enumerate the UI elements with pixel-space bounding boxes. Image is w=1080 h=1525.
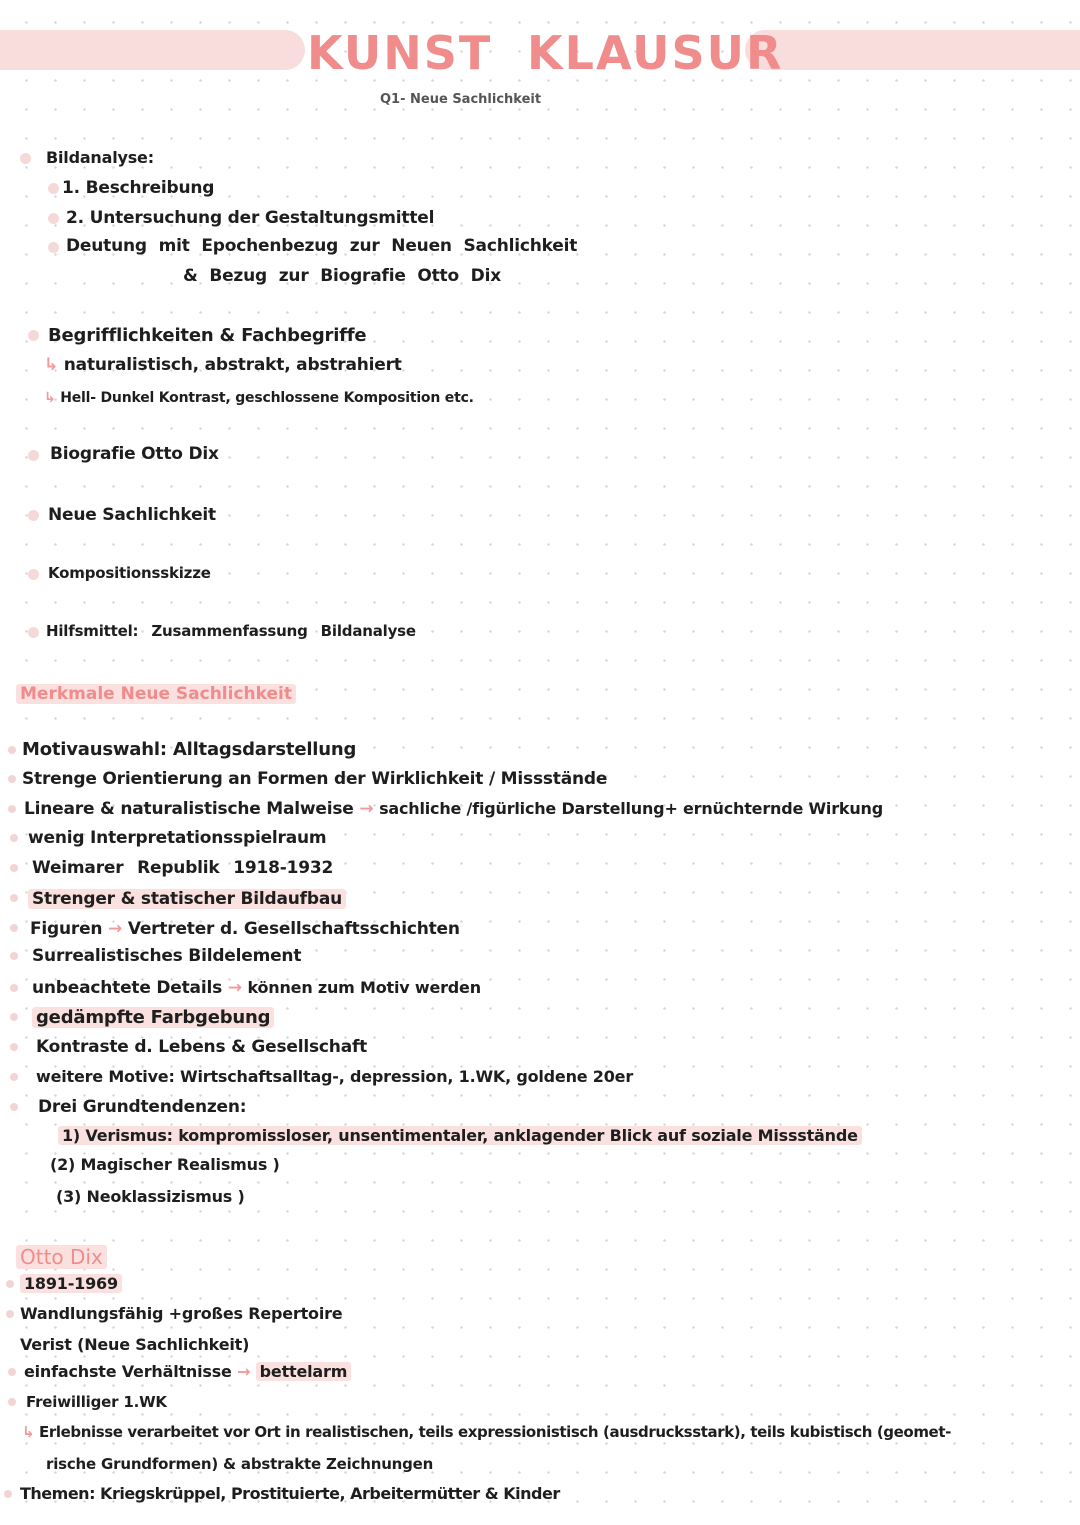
title-word-kunst: KUNST [307,26,493,80]
merkmal-surreal: Surrealistisches Bildelement [32,946,302,966]
topic-begriffe: Begrifflichkeiten & Fachbegriffe [48,325,367,346]
bullet-dot [4,1490,12,1498]
merkmal-interpretation: wenig Interpretationsspielraum [28,828,327,848]
title-word-klausur: KLAUSUR [527,26,784,80]
bullet-dot [48,242,59,253]
merkmal-figuren: Figuren [30,919,103,939]
merkmal-vertreter: Vertreter d. Gesellschaftsschichten [127,919,460,939]
bullet-dot [28,627,39,638]
arrow-right-icon: → [108,919,123,939]
bullet-dot [10,984,18,992]
bullet-dot [10,1013,18,1021]
turn-arrow-icon: ↳ [44,355,59,375]
bullet-dot [48,213,59,224]
dix-verhaeltnisse: einfachste Verhältnisse [24,1362,232,1381]
tendenz-magischer-realismus: (2) Magischer Realismus ) [50,1155,280,1174]
page-subtitle: Q1- Neue Sachlichkeit [380,92,542,107]
bullet-dot [10,1043,18,1051]
merkmal-kontraste: Kontraste d. Lebens & Gesellschaft [36,1037,368,1057]
topic-kompositionsskizze: Kompositionsskizze [48,564,211,582]
bullet-dot [10,924,18,932]
arrow-right-icon: → [227,978,242,998]
section-heading-merkmale: Merkmale Neue Sachlichkeit [16,684,296,704]
topic-hilfsmittel: Hilfsmittel: Zusammenfassung Bildanalyse [46,622,416,640]
merkmal-bildaufbau: Strenger & statischer Bildaufbau [28,889,346,909]
bullet-dot [10,1103,18,1111]
bullet-dot [10,864,18,872]
bullet-dot [28,450,39,461]
dix-repertoire: Wandlungsfähig +großes Repertoire [20,1304,343,1323]
begriffe-line-2: Hell- Dunkel Kontrast, geschlossene Komposition etc. [60,390,474,406]
step-untersuchung: 2. Untersuchung der Gestaltungsmittel [66,208,435,228]
page-title [305,24,784,80]
merkmal-orientierung: Strenge Orientierung an Formen der Wirklichkeit / Missstände [22,769,608,789]
bullet-dot [10,894,18,902]
step-deutung-biografie: & Bezug zur Biografie Otto Dix [183,266,501,286]
bullet-dot [10,1073,18,1081]
arrow-right-icon: → [359,799,374,819]
merkmal-details: unbeachtete Details [32,978,222,998]
merkmal-motivauswahl: Motivauswahl: Alltagsdarstellung [22,739,357,760]
bullet-dot [28,569,39,580]
dix-lebensdaten: 1891-1969 [20,1274,122,1293]
merkmal-weimar: Weimarer Republik 1918-1932 [32,858,334,878]
bullet-dot [8,805,16,813]
bullet-dot [20,153,31,164]
bullet-dot [8,1368,16,1376]
bullet-dot [10,952,18,960]
title-band-left [0,30,305,70]
bullet-dot [28,510,39,521]
bullet-dot [6,1280,14,1288]
arrow-right-icon: → [237,1362,251,1381]
turn-arrow-icon: ↳ [22,1423,35,1441]
title-band-right [745,30,1080,70]
begriffe-line-1: naturalistisch, abstrakt, abstrahiert [63,355,402,375]
step-beschreibung: 1. Beschreibung [62,178,215,198]
tendenz-neoklassizismus: (3) Neoklassizismus ) [56,1187,245,1206]
bullet-dot [6,1310,14,1318]
dix-verist: Verist (Neue Sachlichkeit) [20,1335,250,1354]
turn-arrow-icon: ↳ [44,390,56,406]
dix-zeichnungen: rische Grundformen) & abstrakte Zeichnungen [46,1455,434,1473]
bullet-dot [8,1398,16,1406]
merkmal-grundtendenzen: Drei Grundtendenzen: [38,1097,247,1117]
merkmal-motiv: können zum Motiv werden [247,978,481,997]
merkmal-weitere-motive: weitere Motive: Wirtschaftsalltag-, depression, 1.WK, goldene 20er [36,1067,634,1086]
dix-themen: Themen: Kriegskrüppel, Prostituierte, Arbeitermütter & Kinder [20,1484,560,1503]
topic-bildanalyse: Bildanalyse: [46,148,154,167]
dix-erlebnisse: Erlebnisse verarbeitet vor Ort in realistischen, teils expressionistisch (ausdrucksstark), teils kubistisch (geomet- [39,1423,951,1441]
bullet-dot [28,330,39,341]
merkmal-farbgebung: gedämpfte Farbgebung [32,1007,274,1028]
dix-bettelarm: bettelarm [256,1362,352,1381]
topic-biografie: Biografie Otto Dix [50,444,219,464]
dix-freiwilliger: Freiwilliger 1.WK [26,1393,167,1411]
bullet-dot [8,775,16,783]
section-heading-otto-dix: Otto Dix [16,1245,107,1269]
topic-neue-sachlichkeit: Neue Sachlichkeit [48,505,216,525]
merkmal-darstellung: sachliche /figürliche Darstellung+ ernüchternde Wirkung [379,799,883,818]
bullet-dot [10,834,18,842]
merkmal-malweise: Lineare & naturalistische Malweise [24,799,354,819]
tendenz-verismus: 1) Verismus: kompromissloser, unsentimentaler, anklagender Blick auf soziale Missstände [58,1126,862,1145]
bullet-dot [8,746,16,754]
bullet-dot [48,183,59,194]
step-deutung: Deutung mit Epochenbezug zur Neuen Sachlichkeit [66,236,578,256]
